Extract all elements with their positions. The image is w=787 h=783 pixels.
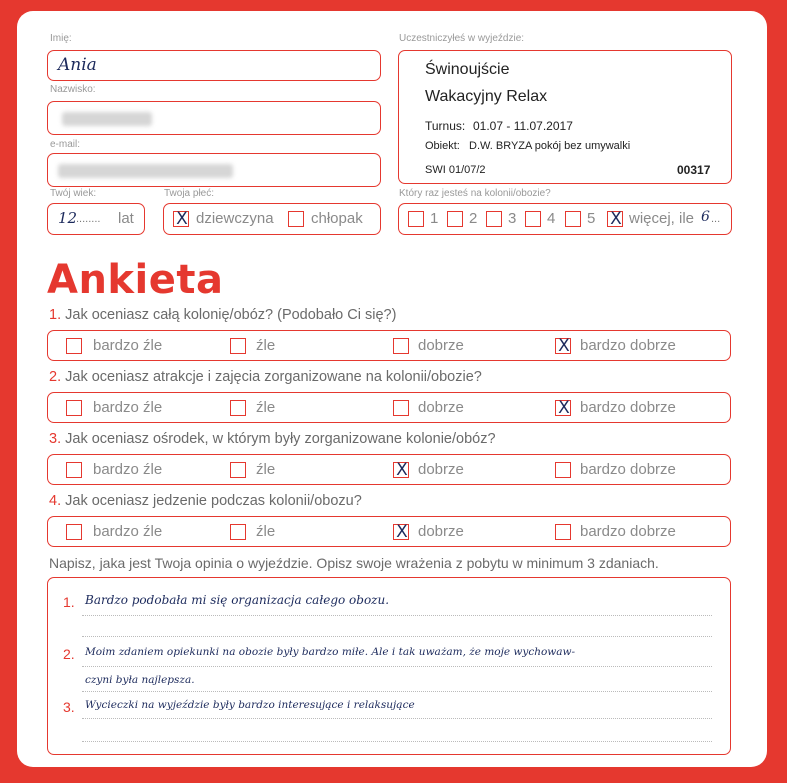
trip-info-box <box>398 50 732 184</box>
surname-field[interactable] <box>47 101 381 135</box>
gender-female-label: dziewczyna <box>196 210 274 227</box>
q1-checkbox-zle[interactable] <box>230 338 246 354</box>
q3-checkbox-bardzo-dobrze[interactable] <box>555 462 571 478</box>
age-unit: lat <box>118 210 134 227</box>
opinion-prompt: Napisz, jaka jest Twoja opinia o wyjeździe. Opisz swoje wrażenia z pobytu w minimum 3 zdaniach. <box>49 555 659 571</box>
opinion-number-3: 3. <box>63 699 75 715</box>
q1-checkbox-bardzo-zle[interactable] <box>66 338 82 354</box>
age-dots: ........ <box>76 213 101 225</box>
times-checkbox-5[interactable] <box>565 211 581 227</box>
q2-option-label: dobrze <box>418 399 464 416</box>
q1-option-label: bardzo źle <box>93 337 163 354</box>
times-label: Który raz jesteś na kolonii/obozie? <box>399 188 551 199</box>
opinion-box[interactable] <box>47 577 731 755</box>
question-1-options <box>47 330 731 361</box>
q3-option-label: źle <box>256 461 276 478</box>
opinion-line-3: Wycieczki na wyjeździe były bardzo interesujące i relaksujące <box>85 699 415 711</box>
gender-female-checkbox[interactable]: X <box>173 211 189 227</box>
question-1: 1. Jak oceniasz całą kolonię/obóz? (Podobało Ci się?) <box>49 307 397 323</box>
q1-checkbox-bardzo-dobrze[interactable]: X <box>555 338 571 354</box>
gender-male-label: chłopak <box>311 210 363 227</box>
times-field <box>398 203 732 235</box>
name-field[interactable] <box>47 50 381 81</box>
question-2: 2. Jak oceniasz atrakcje i zajęcia zorganizowane na kolonii/obozie? <box>49 369 482 385</box>
times-more-value: 6 <box>701 209 710 225</box>
obiekt-label: Obiekt: <box>425 140 460 152</box>
times-checkbox-more[interactable]: X <box>607 211 623 227</box>
q4-checkbox-bardzo-dobrze[interactable] <box>555 524 571 540</box>
gender-field <box>163 203 381 235</box>
opinion-number-2: 2. <box>63 646 75 662</box>
q2-checkbox-zle[interactable] <box>230 400 246 416</box>
times-checkbox-4[interactable] <box>525 211 541 227</box>
times-option-2: 2 <box>469 210 478 227</box>
times-option-3: 3 <box>508 210 517 227</box>
q2-option-label: bardzo dobrze <box>580 399 676 416</box>
q1-option-label: bardzo dobrze <box>580 337 676 354</box>
question-4-options <box>47 516 731 547</box>
age-field[interactable] <box>47 203 145 235</box>
gender-male-checkbox[interactable] <box>288 211 304 227</box>
age-value: 12 <box>58 209 78 227</box>
surname-redacted <box>62 112 152 126</box>
times-more-label: więcej, ile <box>629 210 695 227</box>
times-checkbox-1[interactable] <box>408 211 424 227</box>
writing-line <box>82 718 712 719</box>
name-value: Ania <box>58 55 97 75</box>
opinion-line-1: Bardzo podobała mi się organizacja całego obozu. <box>85 593 390 607</box>
turnus-value: 01.07 - 11.07.2017 <box>473 119 573 133</box>
trip-number: 00317 <box>677 163 711 177</box>
q4-checkbox-dobrze[interactable]: X <box>393 524 409 540</box>
q3-option-label: bardzo źle <box>93 461 163 478</box>
times-option-4: 4 <box>547 210 556 227</box>
q3-option-label: dobrze <box>418 461 464 478</box>
times-checkbox-3[interactable] <box>486 211 502 227</box>
trip-label: Uczestniczyłeś w wyjeździe: <box>399 33 525 44</box>
opinion-number-1: 1. <box>63 594 75 610</box>
writing-line <box>82 666 712 667</box>
q3-checkbox-zle[interactable] <box>230 462 246 478</box>
opinion-line-2a: Moim zdaniem opiekunki na obozie były bardzo miłe. Ale i tak uważam, że moje wychowaw- <box>85 646 576 658</box>
q4-option-label: źle <box>256 523 276 540</box>
opinion-line-2b: czyni była najlepsza. <box>85 674 195 686</box>
times-option-5: 5 <box>587 210 596 227</box>
q2-checkbox-bardzo-zle[interactable] <box>66 400 82 416</box>
trip-program: Wakacyjny Relax <box>425 88 548 105</box>
obiekt-value: D.W. BRYZA pokój bez umywalki <box>469 140 631 152</box>
q2-checkbox-bardzo-dobrze[interactable]: X <box>555 400 571 416</box>
q4-option-label: bardzo źle <box>93 523 163 540</box>
writing-line <box>82 691 712 692</box>
writing-line <box>82 741 712 742</box>
q1-option-label: dobrze <box>418 337 464 354</box>
turnus-label: Turnus: <box>425 119 466 133</box>
q2-checkbox-dobrze[interactable] <box>393 400 409 416</box>
surname-label: Nazwisko: <box>50 84 96 95</box>
q4-option-label: bardzo dobrze <box>580 523 676 540</box>
question-3: 3. Jak oceniasz ośrodek, w którym były zorganizowane kolonie/obóz? <box>49 431 496 447</box>
survey-title: Ankieta <box>47 257 224 303</box>
q3-checkbox-bardzo-zle[interactable] <box>66 462 82 478</box>
name-label: Imię: <box>50 33 72 44</box>
age-label: Twój wiek: <box>50 188 97 199</box>
trip-place: Świnoujście <box>425 61 510 78</box>
email-label: e-mail: <box>50 139 81 150</box>
times-option-1: 1 <box>430 210 439 227</box>
gender-label: Twoja płeć: <box>164 188 215 199</box>
q4-checkbox-bardzo-zle[interactable] <box>66 524 82 540</box>
writing-line <box>82 636 712 637</box>
email-field[interactable] <box>47 153 381 187</box>
q4-checkbox-zle[interactable] <box>230 524 246 540</box>
question-4: 4. Jak oceniasz jedzenie podczas kolonii/obozu? <box>49 493 362 509</box>
q1-checkbox-dobrze[interactable] <box>393 338 409 354</box>
question-3-options <box>47 454 731 485</box>
q2-option-label: źle <box>256 399 276 416</box>
q3-option-label: bardzo dobrze <box>580 461 676 478</box>
q1-option-label: źle <box>256 337 276 354</box>
q3-checkbox-dobrze[interactable]: X <box>393 462 409 478</box>
q4-option-label: dobrze <box>418 523 464 540</box>
question-2-options <box>47 392 731 423</box>
q2-option-label: bardzo źle <box>93 399 163 416</box>
email-redacted <box>58 164 233 178</box>
survey-sheet <box>17 11 767 767</box>
trip-code: SWI 01/07/2 <box>425 164 486 176</box>
times-checkbox-2[interactable] <box>447 211 463 227</box>
writing-line <box>82 615 712 616</box>
times-more-dots: ... <box>711 213 721 225</box>
